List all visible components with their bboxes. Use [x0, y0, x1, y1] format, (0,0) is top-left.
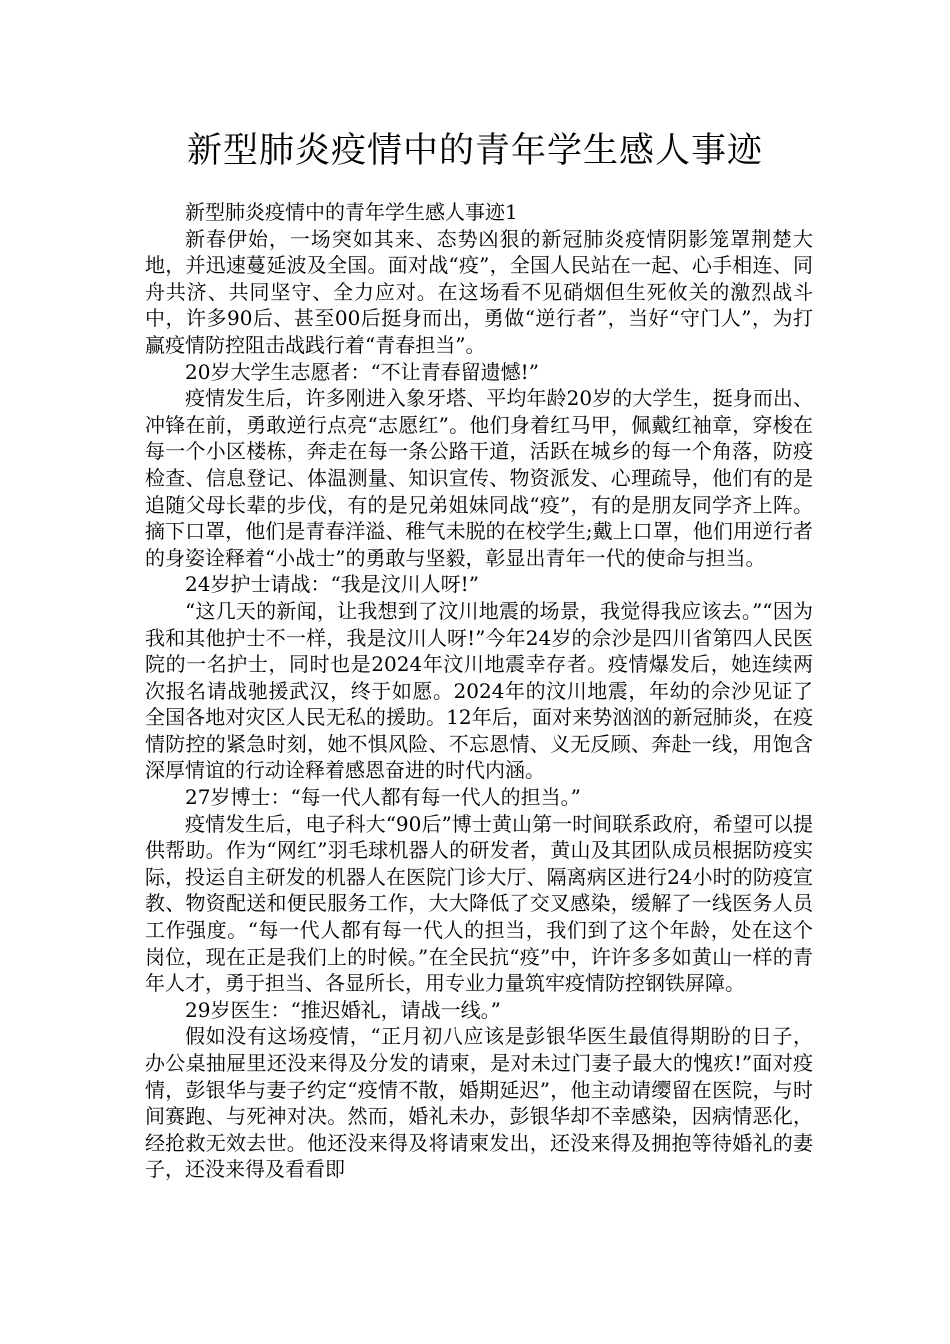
body-paragraph: 疫情发生后，许多刚进入象牙塔、平均年龄20岁的大学生，挺身而出、冲锋在前，勇敢逆行点亮“志愿红”。他们身着红马甲，佩戴红袖章，穿梭在每一个小区楼栋，奔走在每一条公路干道，活跃在城乡的每一个角落，防疫检查、信息登记、体温测量、知识宣传、物资派发、心理疏导，他们有的是追随父母长辈的步伐，有的是兄弟姐妹同战“疫”，有的是朋友同学齐上阵。摘下口罩，他们是青春洋溢、稚气未脱的在校学生;戴上口罩，他们用逆行者的身姿诠释着“小战士”的勇敢与坚毅，彰显出青年一代的使命与担当。: [145, 386, 813, 570]
body-paragraph: “这几天的新闻，让我想到了汶川地震的场景，我觉得我应该去。”“因为我和其他护士不一样，我是汶川人呀!”今年24岁的佘沙是四川省第四人民医院的一名护士，同时也是2024年汶川地震幸存者。疫情爆发后，她连续两次报名请战驰援武汉，终于如愿。2024年的汶川地震，年幼的佘沙见证了全国各地对灾区人民无私的援助。12年后，面对来势汹汹的新冠肺炎，在疫情防控的紧急时刻，她不惧风险、不忘恩情、义无反顾、奔赴一线，用饱含深厚情谊的行动诠释着感恩奋进的时代内涵。: [145, 598, 813, 783]
document-title: 新型肺炎疫情中的青年学生感人事迹: [186, 131, 763, 171]
body-paragraph: 新春伊始，一场突如其来、态势凶狠的新冠肺炎疫情阴影笼罩荆楚大地，并迅速蔓延波及全国。面对战“疫”，全国人民站在一起、心手相连、同舟共济、共同坚守、全力应对。在这场看不见硝烟但生死攸关的激烈战斗中，许多90后、甚至00后挺身而出，勇做“逆行者”，当好“守门人”，为打赢疫情防控阻击战践行着“青春担当”。: [145, 226, 813, 357]
document-body: [145, 199, 813, 1183]
section-heading: 新型肺炎疫情中的青年学生感人事迹1: [185, 200, 518, 224]
section-heading: 27岁博士：“每一代人都有每一代人的担当。”: [185, 785, 581, 810]
body-paragraph: 假如没有这场疫情，“正月初八应该是彭银华医生最值得期盼的日子，办公桌抽屉里还没来得及分发的请柬，是对未过门妻子最大的愧疚!”面对疫情，彭银华与妻子约定“疫情不散，婚期延迟”，他主动请缨留在医院，与时间赛跑、与死神对决。然而，婚礼未办，彭银华却不幸感染，因病情恶化，经抢救无效去世。他还没来得及将请柬发出，还没来得及拥抱等待婚礼的妻子，还没来得及看看即: [145, 1024, 813, 1182]
section-heading: 24岁护士请战：“我是汶川人呀!”: [185, 572, 479, 597]
section-heading: 20岁大学生志愿者：“不让青春留遗憾!”: [185, 359, 539, 384]
body-paragraph: 疫情发生后，电子科大“90后”博士黄山第一时间联系政府，希望可以提供帮助。作为“网红”羽毛球机器人的研发者，黄山及其团队成员根据防疫实际，投运自主研发的机器人在医院门诊大厅、隔离病区进行24小时的防疫宣教、物资配送和便民服务工作，大大降低了交叉感染，缓解了一线医务人员工作强度。“每一代人都有每一代人的担当，我们到了这个年龄，处在这个岗位，现在正是我们上的时候。”在全民抗“疫”中，许许多多如黄山一样的青年人才，勇于担当、各显所长，用专业力量筑牢疫情防控钢铁屏障。: [145, 811, 813, 996]
section-heading: 29岁医生：“推迟婚礼，请战一线。”: [185, 997, 501, 1022]
